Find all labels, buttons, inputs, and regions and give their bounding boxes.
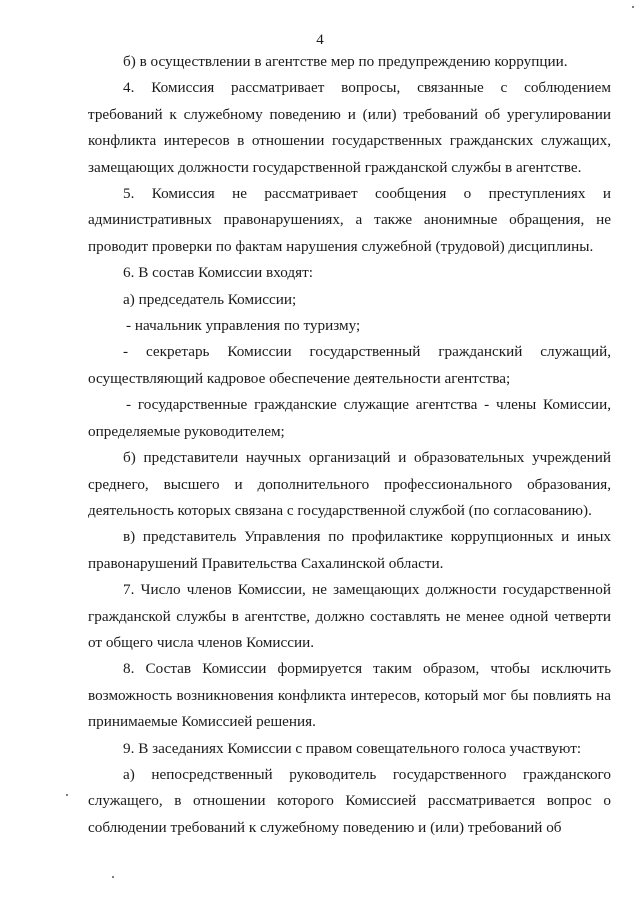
document-body [88, 49, 611, 841]
paragraph-5: 5. Комиссия не рассматривает сообщения о преступлениях и административных правонарушениях, а также анонимные обращения, не проводит проверки по фактам нарушения служебной (трудовой) дисциплины. [88, 185, 611, 255]
scan-speck [632, 6, 634, 8]
paragraph-6-a-item-3: - государственные гражданские служащие агентства - члены Комиссии, определяемые руководителем; [88, 396, 611, 440]
paragraph-8: 8. Состав Комиссии формируется таким образом, чтобы исключить возможность возникновения конфликта интересов, который мог бы повлиять на принимаемые Комиссией решения. [88, 660, 611, 731]
scan-speck [112, 876, 114, 878]
paragraph-6: 6. В состав Комиссии входят: [123, 264, 313, 282]
paragraph-9: 9. В заседаниях Комиссии с правом совещательного голоса участвуют: [123, 739, 582, 757]
paragraph-6-a-item-1: - начальник управления по туризму; [126, 317, 361, 335]
paragraph-3-b: б) в осуществлении в агентстве мер по предупреждению коррупции. [123, 53, 568, 70]
scan-speck [66, 794, 68, 796]
paragraph-4: 4. Комиссия рассматривает вопросы, связанные с соблюдением требований к служебному поведению и (или) требований об урегулировании конфликта интересов в отношении государственных гражданских служащих, замещающих должности государственной гражданской службы в агентстве. [88, 79, 611, 176]
paragraph-6-a: а) председатель Комиссии; [123, 290, 297, 308]
paragraph-9-a: а) непосредственный руководитель государственного гражданского служащего, в отношении которого Комиссией рассматривается вопрос о соблюдении требований к служебному поведению и (или) требований об [88, 765, 611, 836]
paragraph-6-a-item-2: - секретарь Комиссии государственный гражданский служащий, осуществляющий кадровое обеспечение деятельности агентства; [88, 343, 611, 387]
paragraph-6-b: б) представители научных организаций и образовательных учреждений среднего, высшего и дополнительного профессионального образования, деятельность которых связана с государственной службой (по согласованию). [88, 449, 611, 519]
page-number: 4 [316, 32, 324, 48]
paragraph-6-v: в) представитель Управления по профилактике коррупционных и иных правонарушений Правительства Сахалинской области. [88, 528, 611, 572]
paragraph-7: 7. Число членов Комиссии, не замещающих должности государственной гражданской службы в агентстве, должно составлять не менее одной четверти от общего числа членов Комиссии. [88, 581, 611, 651]
